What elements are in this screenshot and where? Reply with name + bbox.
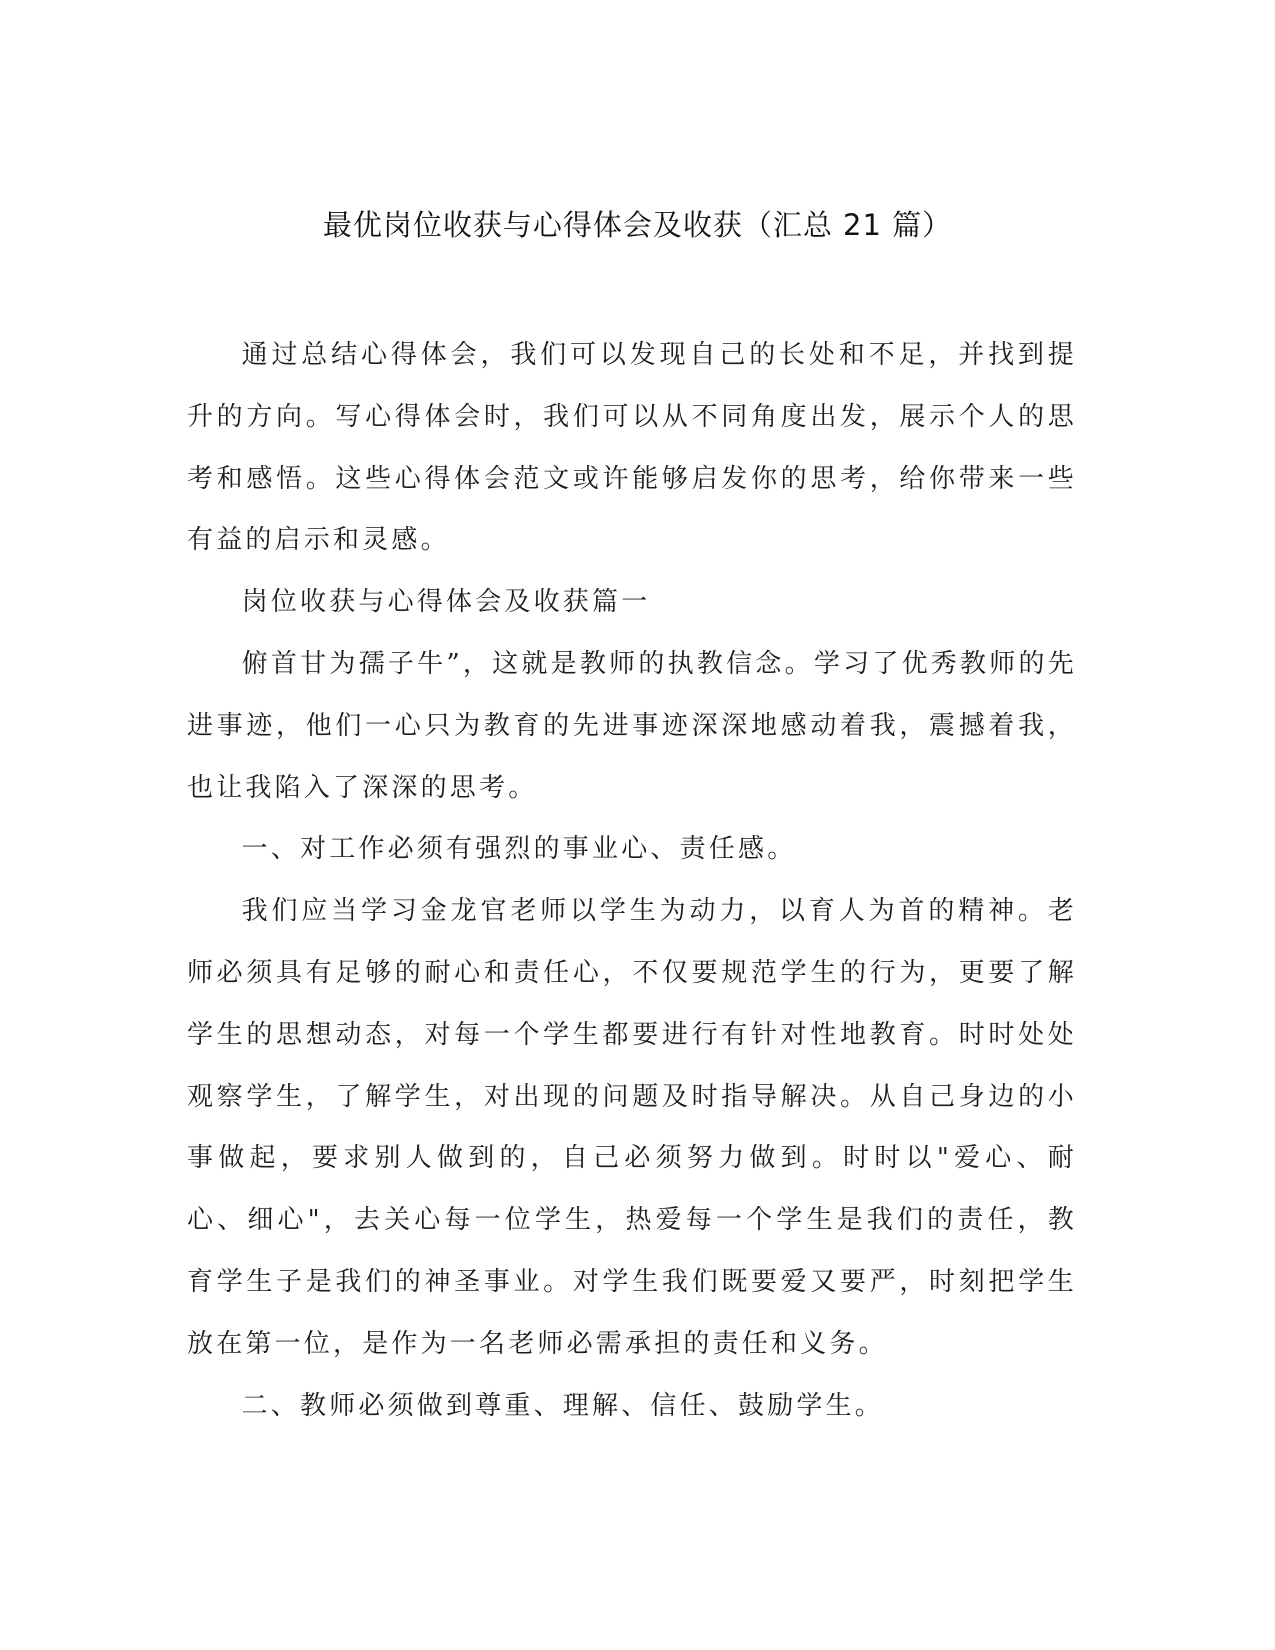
paragraph-responsibility: 我们应当学习金龙官老师以学生为动力，以育人为首的精神。老师必须具有足够的耐心和责任心，不仅要规范学生的行为，更要了解学生的思想动态，对每一个学生都要进行有针对性地教育。时时处处观察学生，了解学生，对出现的问题及时指导解决。从自己身边的小事做起，要求别人做到的，自己必须努力做到。时时以"爱心、耐心、细心"，去关心每一位学生，热爱每一个学生是我们的责任，教育学生子是我们的神圣事业。对学生我们既要爱又要严，时刻把学生放在第一位，是作为一名老师必需承担的责任和义务。 — [187, 896, 1077, 1359]
point-heading-1: 一、对工作必须有强烈的事业心、责任感。 — [241, 834, 797, 865]
paragraph-teacher-belief: 俯首甘为孺子牛”，这就是教师的执教信念。学习了优秀教师的先进事迹，他们一心只为教育的先进事迹深深地感动着我，震撼着我，也让我陷入了深深的思考。 — [187, 648, 1077, 803]
section-heading-1: 岗位收获与心得体会及收获篇一 — [241, 587, 651, 618]
document-title: 最优岗位收获与心得体会及收获（汇总 21 篇） — [322, 208, 953, 242]
point-heading-2: 二、教师必须做到尊重、理解、信任、鼓励学生。 — [241, 1390, 884, 1421]
document-body — [187, 325, 1077, 1437]
intro-paragraph: 通过总结心得体会，我们可以发现自己的长处和不足，并找到提升的方向。写心得体会时，我们可以从不同角度出发，展示个人的思考和感悟。这些心得体会范文或许能够启发你的思考，给你带来一些有益的启示和灵感。 — [187, 340, 1077, 556]
